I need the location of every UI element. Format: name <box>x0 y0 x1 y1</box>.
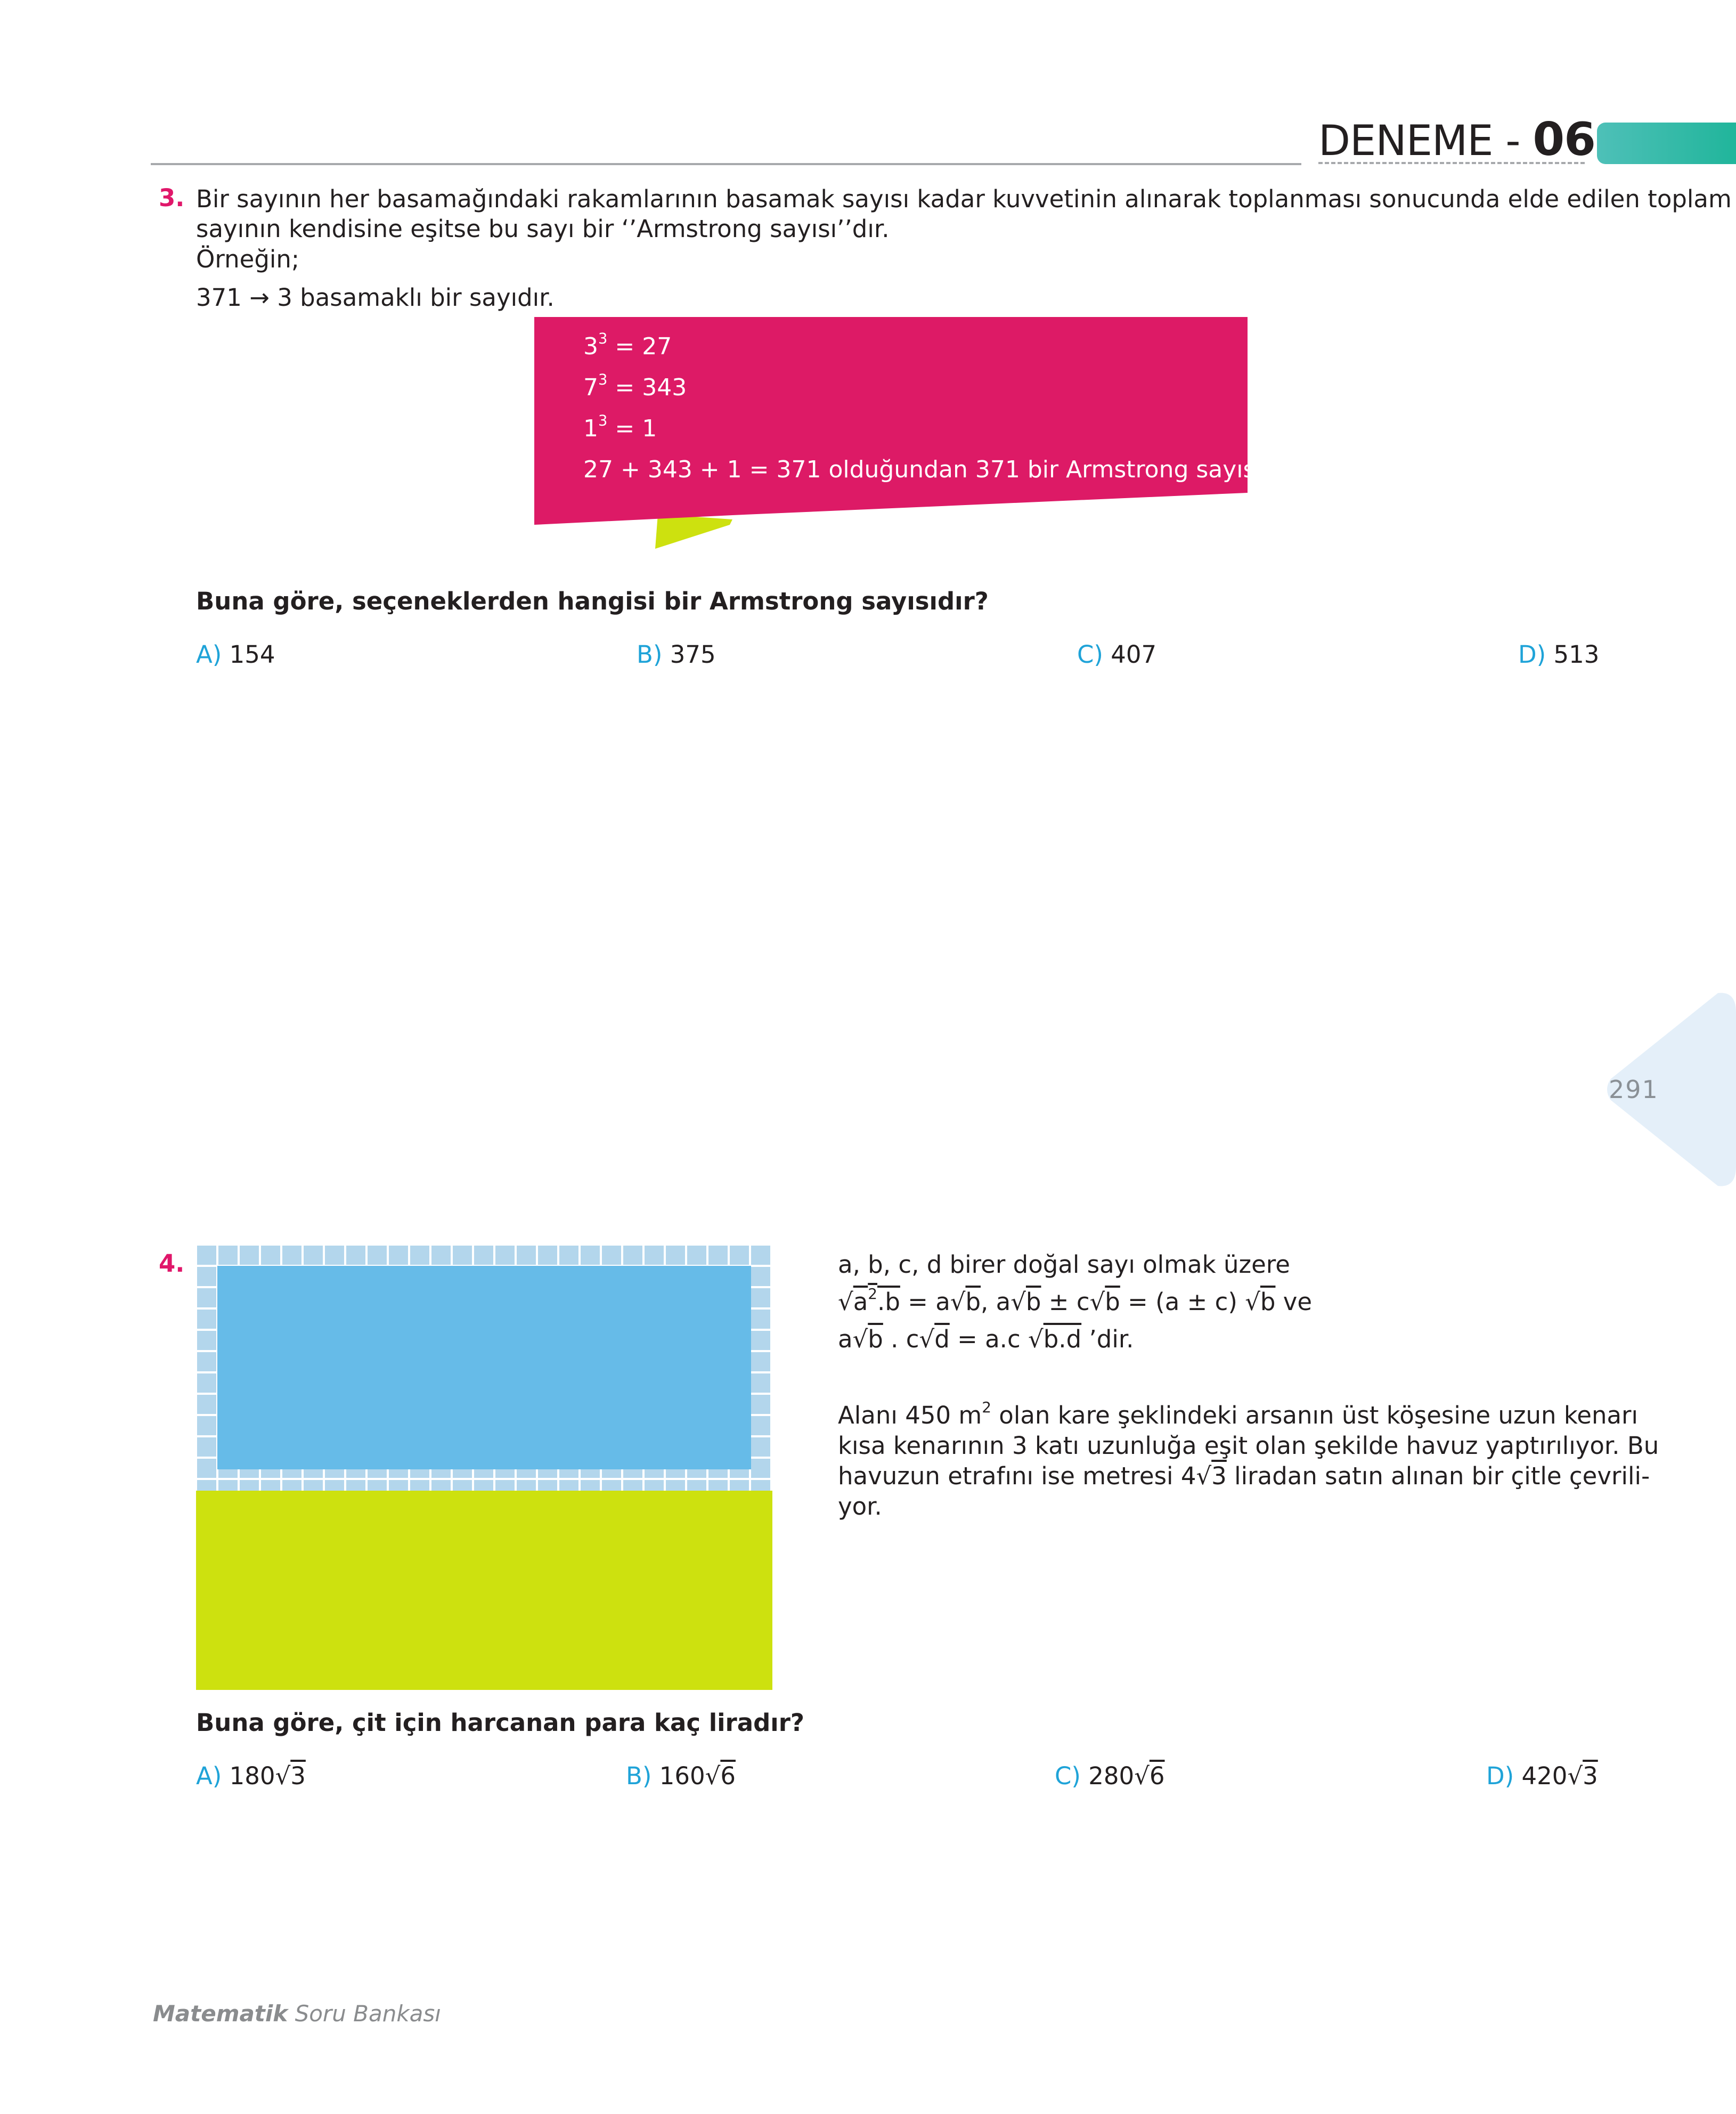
q4-option-d[interactable]: D) 420√3 <box>1486 1762 1598 1790</box>
q4-option-d-coef: 420 <box>1521 1762 1568 1790</box>
q3-option-c[interactable] <box>1077 639 1156 670</box>
callout-row-1-base: 3 <box>583 333 598 360</box>
q4-question: Buna göre, çit için harcanan para kaç liradır? <box>196 1709 805 1737</box>
q3-option-b-letter: B) <box>637 640 663 669</box>
header-rule <box>151 163 1301 165</box>
q4-paragraph-line1 <box>838 1400 1638 1430</box>
q4-option-a-letter: A) <box>196 1762 222 1790</box>
q3-option-a-value: 154 <box>229 640 275 669</box>
q4-option-b[interactable]: B) 160√6 <box>626 1762 736 1790</box>
q4-option-c-letter: C) <box>1055 1762 1081 1790</box>
header-title-number: 06 <box>1533 113 1595 166</box>
callout-row-2 <box>583 371 687 401</box>
q4-info-l3-b: b <box>868 1325 883 1353</box>
q4-info-l2-k: ve <box>1275 1288 1313 1316</box>
q4-info-l2-f: b <box>1025 1288 1041 1316</box>
q4-option-a-rad: 3 <box>290 1762 306 1790</box>
q4-info-l3-c: . c <box>883 1325 919 1353</box>
q3-option-a[interactable] <box>196 639 275 670</box>
q4-info-l3-d: d <box>934 1325 950 1353</box>
q4-p3-rad: 3 <box>1211 1462 1227 1490</box>
callout-row-1 <box>583 330 672 360</box>
q3-option-b-value: 375 <box>670 640 716 669</box>
q4-info-line3: a√b . c√d = a.c √b.d ’dir. <box>838 1325 1134 1353</box>
q3-line1: Bir sayının her basamağındaki rakamlarının basamak sayısı kadar kuvvetinin alınarak toplanması sonucunda elde edilen toplam <box>196 185 1732 213</box>
q3-option-c-letter: C) <box>1077 640 1103 669</box>
callout-row-2-exp: 3 <box>598 371 608 388</box>
q4-info-l2-d: b <box>965 1288 981 1316</box>
header-dashed-underline <box>1318 162 1585 164</box>
q4-p1-b: olan kare şeklindeki arsanın üst köşesine uzun kenarı <box>991 1401 1639 1429</box>
q4-paragraph-line4: yor. <box>838 1492 882 1521</box>
footer-brand-rest: Soru Bankası <box>288 2001 441 2027</box>
footer-brand <box>153 2001 441 2027</box>
callout-row-3-exp: 3 <box>598 412 608 429</box>
q3-line2: sayının kendisine eşitse bu sayı bir ‘’Armstrong sayısı’’dır. <box>196 215 890 243</box>
page-number: 291 <box>1609 1075 1659 1104</box>
q4-info-l2-j: b <box>1260 1288 1276 1316</box>
callout-tail <box>655 514 732 549</box>
q4-info-line2: $√a^2.b = a√b$, a√b ± c√b = (a ± c) √b ve <box>838 1285 1313 1316</box>
q4-option-a[interactable]: A) 180√3 <box>196 1762 306 1790</box>
q3-option-d[interactable] <box>1518 639 1599 670</box>
header-accent-bar <box>1597 123 1736 164</box>
callout-row-3-base: 1 <box>583 415 598 442</box>
callout-row-3 <box>583 412 657 442</box>
pool-figure <box>196 1245 772 1690</box>
q3-option-d-value: 513 <box>1553 640 1600 669</box>
footer-brand-bold: Matematik <box>153 2001 288 2027</box>
q4-info-l2-b: .b <box>877 1288 900 1316</box>
q4-p1-exp: 2 <box>982 1399 991 1417</box>
q4-paragraph-line3: havuzun etrafını ise metresi 4√3 liradan satın alınan bir çitle çevrili- <box>838 1462 1650 1490</box>
q4-info-l3-a: a <box>838 1325 853 1353</box>
q4-option-d-letter: D) <box>1486 1762 1514 1790</box>
q4-paragraph-line2: kısa kenarının 3 katı uzunluğa eşit olan şekilde havuz yaptırılıyor. Bu <box>838 1432 1659 1460</box>
header-title-word: DENEME <box>1318 117 1493 165</box>
q3-line4: 371 → 3 basamaklı bir sayıdır. <box>196 283 555 312</box>
q4-option-b-rad: 6 <box>720 1762 736 1790</box>
q4-option-c-coef: 280 <box>1088 1762 1135 1790</box>
q3-option-a-letter: A) <box>196 640 222 669</box>
callout-row-3-value: = 1 <box>607 415 657 442</box>
q4-info-line1: a, b, c, d birer doğal sayı olmak üzere <box>838 1250 1290 1279</box>
q4-info-l2-e: , a <box>981 1288 1011 1316</box>
q4-info-l2-i: = (a ± c) <box>1120 1288 1245 1316</box>
q4-info-l2-a: a <box>853 1288 868 1316</box>
q4-info-l2-c: = a <box>900 1288 950 1316</box>
q4-info-l3-f: b.d <box>1043 1325 1082 1353</box>
q3-number: 3. <box>159 184 185 212</box>
callout-row-1-value: = 27 <box>607 333 672 360</box>
callout-row-4: 27 + 343 + 1 = 371 olduğundan 371 bir Armstrong sayısıdır. <box>583 456 1298 483</box>
q4-option-c-rad: 6 <box>1149 1762 1165 1790</box>
callout-row-1-exp: 3 <box>598 330 608 347</box>
q4-info-l2-g: ± c <box>1041 1288 1090 1316</box>
pool-water <box>217 1266 751 1469</box>
q4-option-d-rad: 3 <box>1583 1762 1598 1790</box>
q4-p3-b: liradan satın alınan bir çitle çevrili- <box>1226 1462 1650 1490</box>
q3-option-d-letter: D) <box>1518 640 1546 669</box>
q4-option-c[interactable]: C) 280√6 <box>1055 1762 1165 1790</box>
q4-info-l3-g: ’dir. <box>1081 1325 1134 1353</box>
q4-info-l2-h: b <box>1105 1288 1120 1316</box>
header-title-sep: - <box>1505 117 1520 165</box>
q4-info-l3-e: = a.c <box>949 1325 1029 1353</box>
q3-option-c-value: 407 <box>1111 640 1157 669</box>
q4-p1-a: Alanı 450 m <box>838 1401 982 1429</box>
q3-option-b[interactable] <box>637 639 716 670</box>
q4-info-l2-exp: 2 <box>868 1285 878 1303</box>
q4-option-b-coef: 160 <box>659 1762 705 1790</box>
q3-line3: Örneğin; <box>196 245 300 273</box>
q4-option-b-letter: B) <box>626 1762 652 1790</box>
header-title <box>1318 113 1595 166</box>
q3-question: Buna göre, seçeneklerden hangisi bir Armstrong sayısıdır? <box>196 587 989 615</box>
q4-option-a-coef: 180 <box>229 1762 275 1790</box>
callout-row-2-base: 7 <box>583 374 598 401</box>
q4-p3-a: havuzun etrafını ise metresi 4 <box>838 1462 1196 1490</box>
callout-row-2-value: = 343 <box>607 374 687 401</box>
q4-number: 4. <box>159 1249 185 1278</box>
